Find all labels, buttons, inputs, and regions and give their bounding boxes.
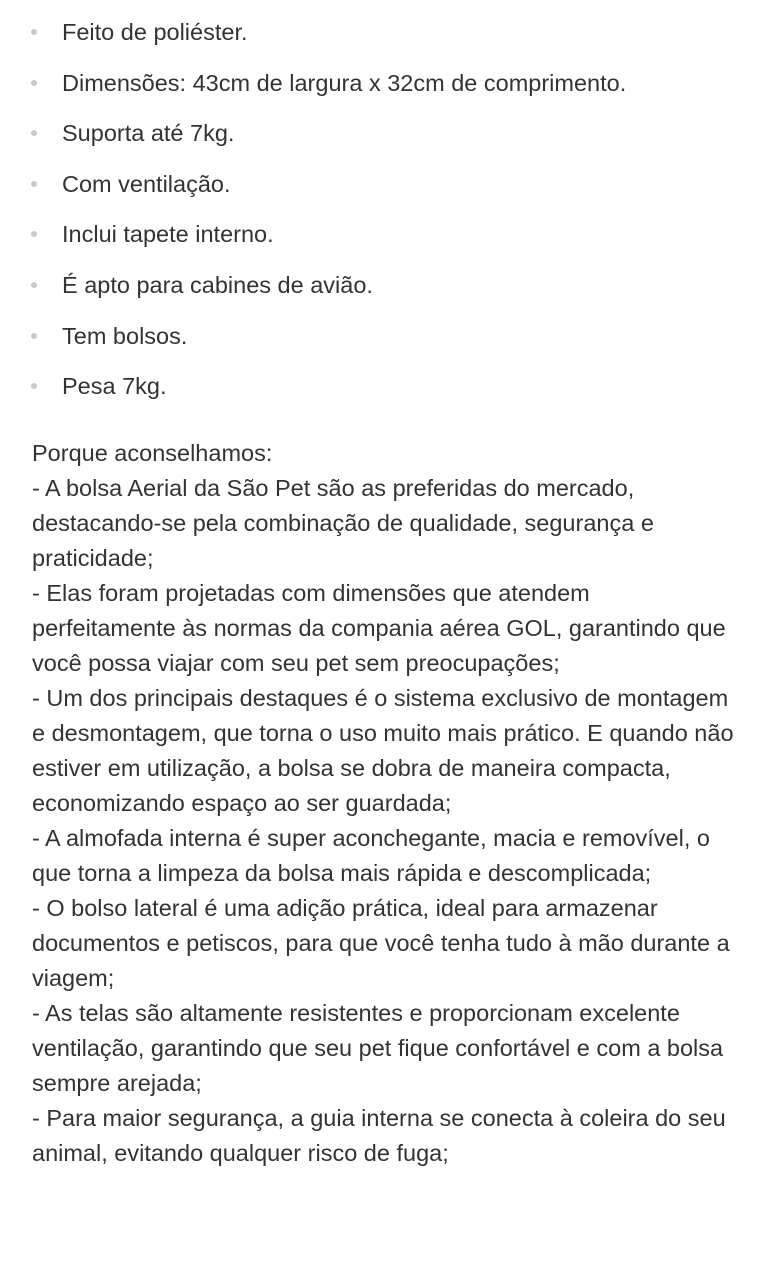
- bullet-dot-icon: [31, 130, 37, 136]
- feature-item: [0, 115, 759, 166]
- feature-text: Dimensões: 43cm de largura x 32cm de comprimento.: [62, 69, 627, 96]
- feature-item: [0, 318, 759, 369]
- feature-text: Suporta até 7kg.: [62, 120, 235, 147]
- reason-paragraph: - A almofada interna é super aconchegante, macia e removível, o que torna a limpeza da bolsa mais rápida e descomplicada;: [32, 825, 710, 886]
- feature-text: É apto para cabines de avião.: [62, 271, 373, 298]
- bullet-dot-icon: [31, 333, 37, 339]
- bullet-dot-icon: [31, 80, 37, 86]
- feature-text: Inclui tapete interno.: [62, 221, 274, 248]
- recommendation-section: [32, 436, 738, 1171]
- bullet-dot-icon: [31, 383, 37, 389]
- reason-paragraph: - Elas foram projetadas com dimensões que atendem perfeitamente às normas da compania aérea GOL, garantindo que você possa viajar com seu pet sem preocupações;: [32, 580, 726, 676]
- feature-item: [0, 14, 759, 65]
- bullet-dot-icon: [31, 181, 37, 187]
- feature-text: Com ventilação.: [62, 170, 231, 197]
- reason-paragraph: - O bolso lateral é uma adição prática, ideal para armazenar documentos e petiscos, para que você tenha tudo à mão durante a viagem;: [32, 895, 730, 991]
- reason-paragraph: - A bolsa Aerial da São Pet são as preferidas do mercado, destacando-se pela combinação de qualidade, segurança e praticidade;: [32, 475, 654, 571]
- feature-item: [0, 267, 759, 318]
- reason-paragraph: - Um dos principais destaques é o sistema exclusivo de montagem e desmontagem, que torna o uso muito mais prático. E quando não estiver em utilização, a bolsa se dobra de maneira compacta, economizando espaço ao ser guardada;: [32, 685, 734, 816]
- feature-item: [0, 368, 759, 419]
- feature-item: [0, 216, 759, 267]
- feature-text: Pesa 7kg.: [62, 373, 167, 400]
- feature-list: [0, 14, 759, 419]
- section-heading: Porque aconselhamos:: [32, 440, 273, 466]
- feature-text: Tem bolsos.: [62, 322, 188, 349]
- feature-text: Feito de poliéster.: [62, 19, 248, 45]
- reason-paragraph: - As telas são altamente resistentes e proporcionam excelente ventilação, garantindo que seu pet fique confortável e com a bolsa sempre arejada;: [32, 1000, 724, 1096]
- reason-paragraph: - Para maior segurança, a guia interna se conecta à coleira do seu animal, evitando qualquer risco de fuga;: [32, 1105, 726, 1166]
- feature-item: [0, 65, 759, 116]
- bullet-dot-icon: [31, 282, 37, 288]
- feature-item: [0, 166, 759, 217]
- bullet-dot-icon: [31, 29, 37, 35]
- bullet-dot-icon: [31, 231, 37, 237]
